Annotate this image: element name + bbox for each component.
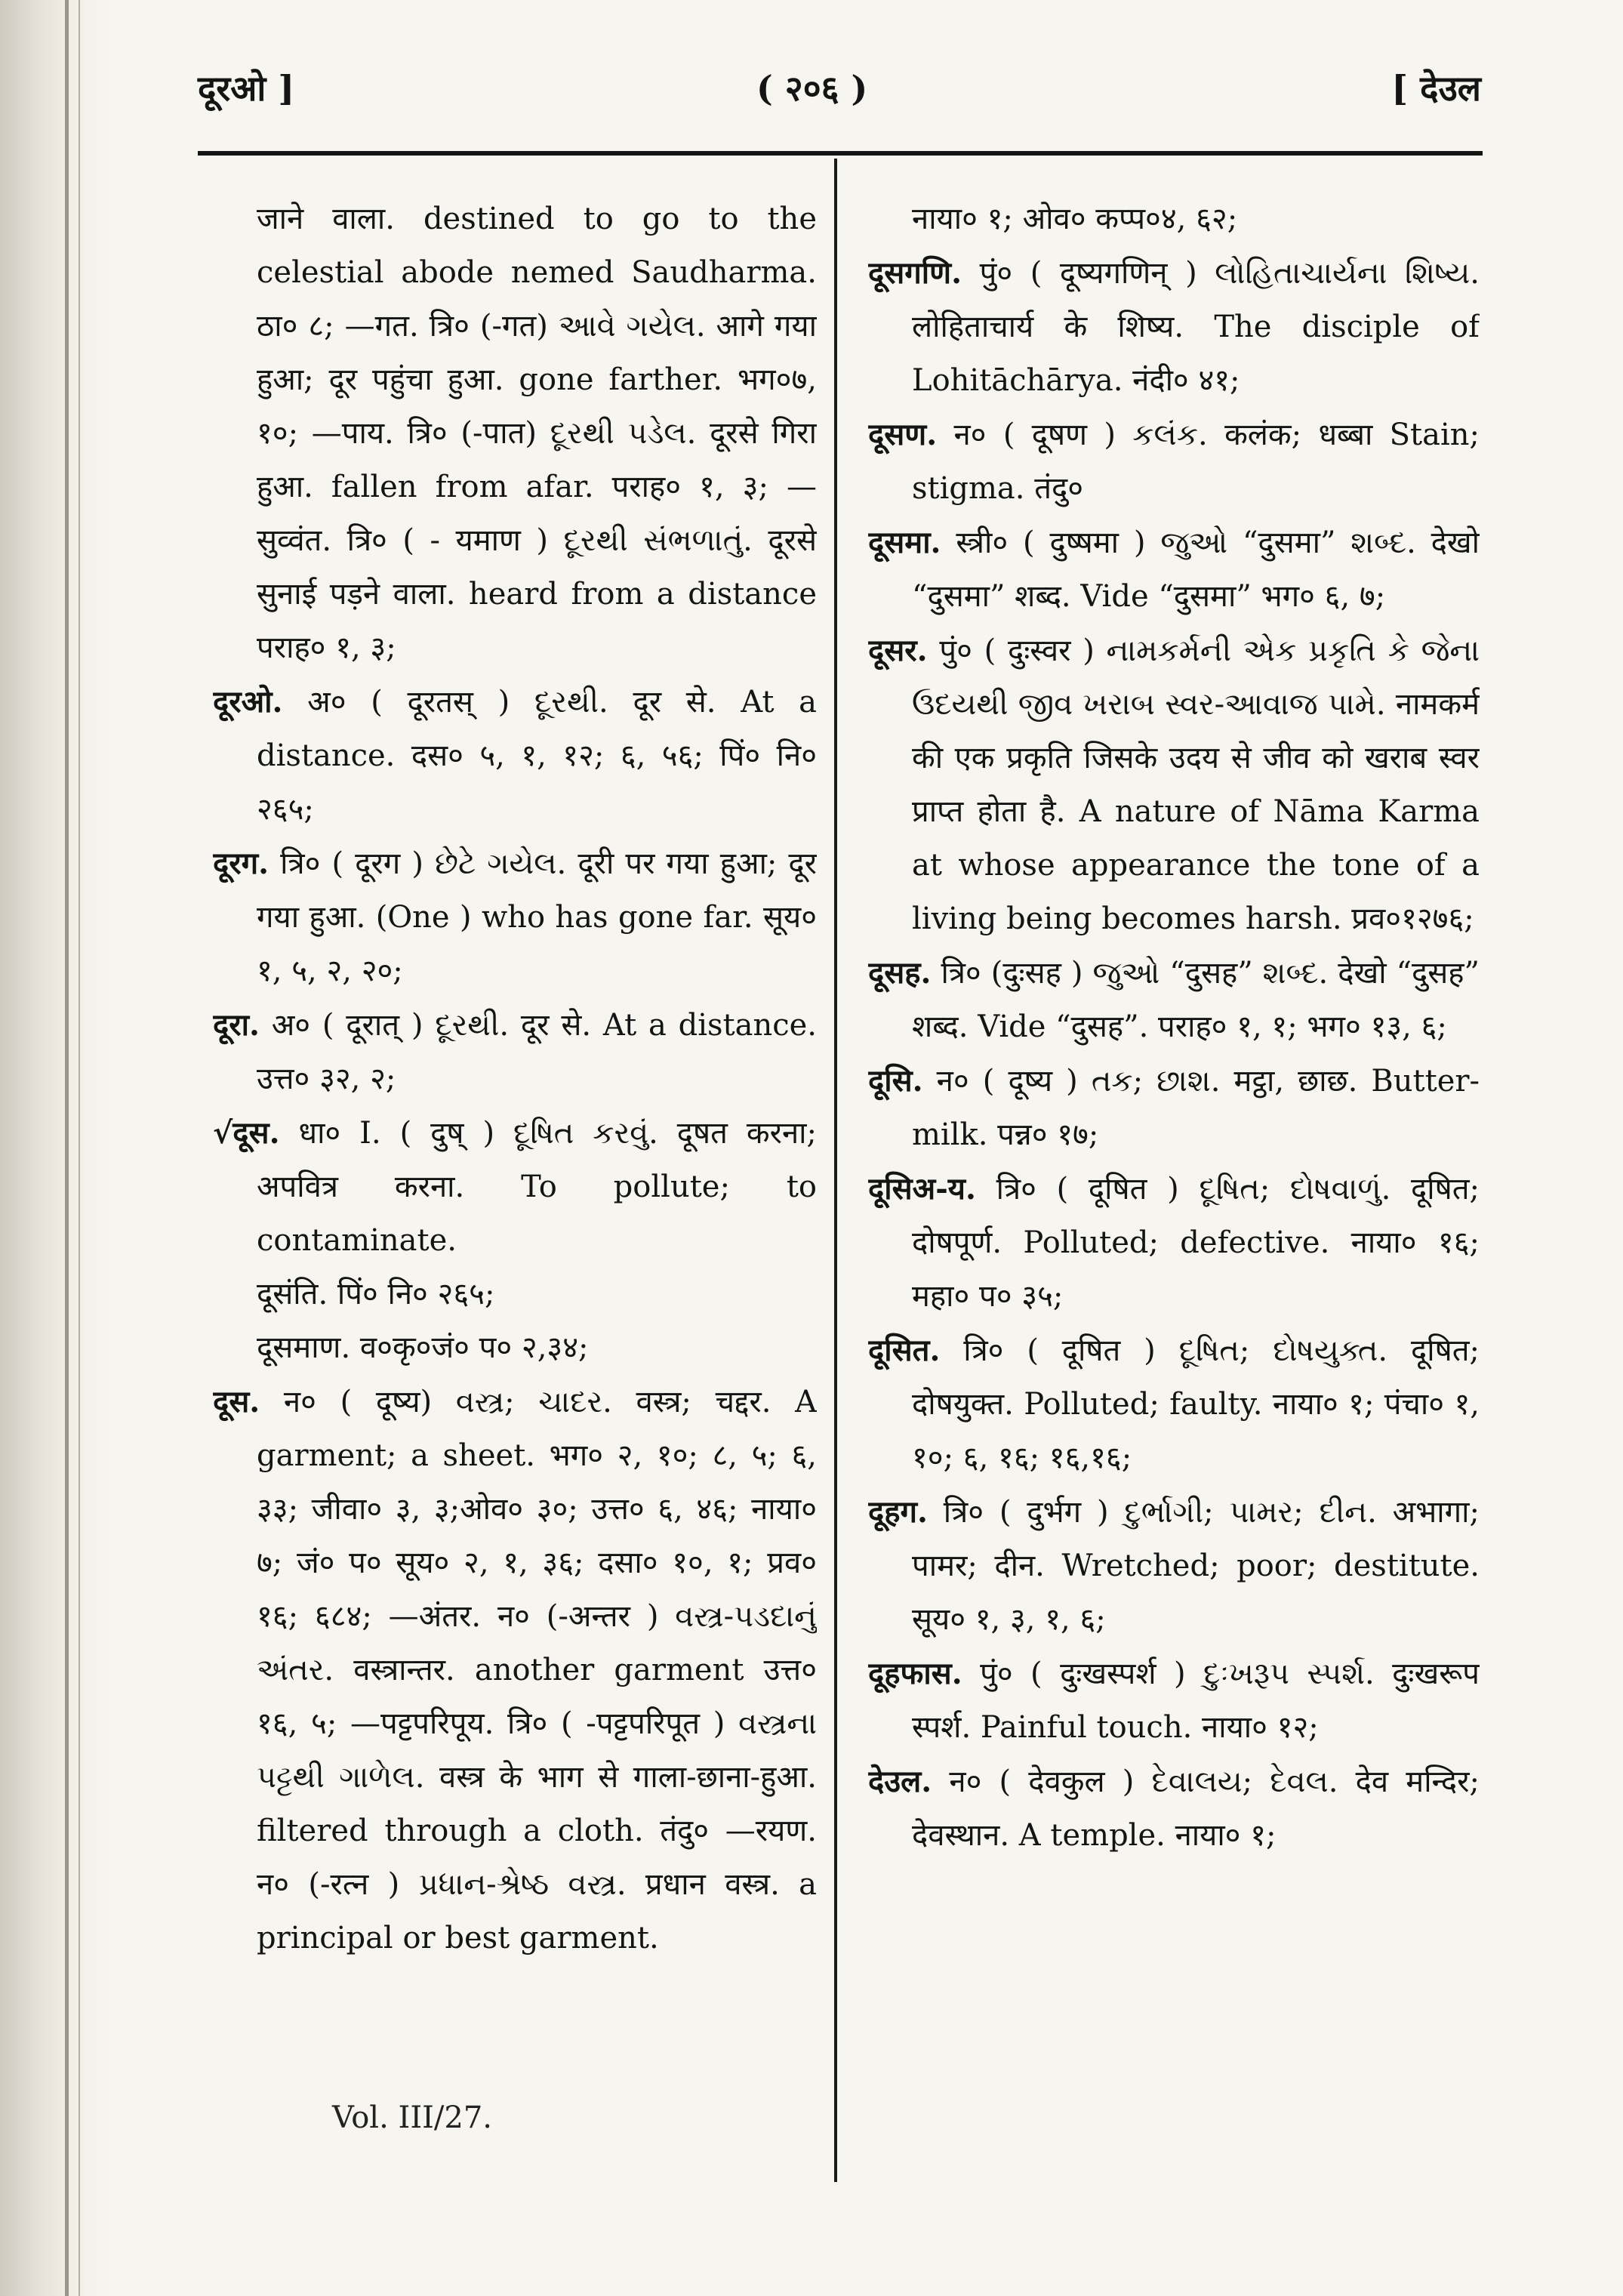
- entry-definition: पुं० ( दुःस्वर ) નામકર્મની એક પ્રકૃતિ કે જેના ઉદયથી જીવ ખરાબ સ્વર-આવાજ પામે. नामकर्म की एक प्रकृति जिसके उदय से जीव को खराब स्वर प्राप्त होता है. A nature of Nāma Karma at whose appearance the tone of a living being becomes harsh. प्रव०१२७६;: [912, 633, 1480, 936]
- binding-shadow-secondary: [79, 0, 80, 2296]
- entry-headword: दूसह.: [868, 955, 932, 991]
- dictionary-entry: [868, 1324, 1480, 1485]
- dictionary-entry: [868, 1755, 1480, 1863]
- entry-headword: देउल.: [868, 1764, 932, 1799]
- entry-headword: दूसगणि.: [868, 255, 962, 291]
- column-divider: [834, 159, 837, 2182]
- entry-headword: दूरा.: [213, 1007, 260, 1043]
- dictionary-entry: [868, 516, 1480, 624]
- dictionary-entry: [868, 624, 1480, 946]
- page-number: ( २०६ ): [756, 68, 868, 109]
- entry-headword: दूसित.: [868, 1333, 941, 1368]
- entry-definition: अ० ( दूरतस् ) દૂરથી. दूर से. At a distance. दस० ५, १, १२; ६, ५६; पिं० नि० २६५;: [257, 685, 817, 827]
- entry-headword: दूसर.: [868, 633, 928, 668]
- dictionary-entry: [213, 837, 817, 998]
- entry-definition: अ० ( दूरात् ) દૂરથી. दूर से. At a distance. उत्त० ३२, २;: [257, 1008, 817, 1096]
- dictionary-entry: [213, 1375, 817, 1965]
- entry-headword: दूसि.: [868, 1063, 923, 1099]
- entry-headword: दूसिअ-य.: [868, 1171, 976, 1207]
- left-column: [213, 193, 817, 2178]
- dictionary-entry: [868, 1485, 1480, 1647]
- root-check-mark: √: [213, 1115, 233, 1151]
- entry-definition: पुं० ( दूष्यगणिन् ) લોહિતાચાર્યના શિષ્ય. लोहिताचार्य के शिष्य. The disciple of Lohitāchārya. नंदी० ४१;: [912, 256, 1480, 398]
- dictionary-entry: [868, 1162, 1480, 1324]
- entry-headword: दूसमा.: [868, 525, 941, 560]
- entry-headword: दूसण.: [868, 417, 938, 452]
- dictionary-entry: [868, 246, 1480, 408]
- continued-entry: जाने वाला. destined to go to the celestial abode nemed Saudharma. ठा० ८; —गत. त्रि० (-गत) આવે ગયેલ. आगे गया हुआ; दूर पहुंचा हुआ. gone farther. भग०७, १०; —पाय. त्रि० (-पात) દૂરથી પડેલ. दूरसे गिरा हुआ. fallen from afar. पराह० १, ३; —सुव्वंत. त्रि० ( - यमाण ) દૂરથી સંભળાતું. दूरसे सुनाई पड़ने वाला. heard from a distance पराह० १, ३;: [257, 202, 817, 665]
- right-column: [868, 193, 1480, 2178]
- entry-subline: दूसमाण. व०कृ०जं० प० २,३४;: [257, 1330, 589, 1365]
- entry-definition: धा० I. ( दुष् ) દૂષિત કરવું. दूषत करना; अपवित्र करना. To pollute; to contaminate.: [257, 1116, 817, 1258]
- entry-definition: स्त्री० ( दुष्षमा ) જુઓ “दुसमा” શબ્દ. देखो “दुसमा” शब्द. Vide “दुसमा” भग० ६, ७;: [912, 525, 1480, 614]
- root-entry: [213, 1106, 817, 1268]
- entry-definition: त्रि० ( दूषित ) દૂષિત; દોષયુક્ત. दूषित; दोषयुक्त. Polluted; faulty. नाया० १; पंचा० १, १०; ६, १६; १६,१६;: [912, 1333, 1480, 1475]
- entry-definition: न० ( दूषण ) કલંક. कलंक; धब्बा Stain; stigma. तंदु०: [912, 418, 1480, 506]
- binding-shadow: [65, 0, 69, 2296]
- entry-definition: न० ( देवकुल ) દેવાલય; દેવલ. देव मन्दिर; देवस्थान. A temple. नाया० १;: [912, 1764, 1480, 1853]
- entry-headword: दूरओ.: [213, 684, 283, 720]
- entry-headword: दूहफास.: [868, 1656, 962, 1691]
- dictionary-entry: [213, 998, 817, 1106]
- scan-margin: [0, 0, 113, 2296]
- dictionary-entry: [868, 946, 1480, 1054]
- header-right-guideword: [ देउल: [1391, 68, 1481, 109]
- dictionary-entry: [868, 408, 1480, 516]
- continued-entry: नाया० १; ओव० कप्प०४, ६२;: [912, 202, 1238, 236]
- header-rule: [198, 151, 1483, 156]
- entry-definition: त्रि० (दुःसह ) જુઓ “दुसह” શબ્દ. देखो “दुसह” शब्द. Vide “दुसह”. पराह० १, १; भग० १३, ६;: [912, 956, 1480, 1044]
- entry-definition: पुं० ( दुःखस्पर्श ) દુઃખરૂપ સ્પર્શ. दुःखरूप स्पर्श. Painful touch. नाया० १२;: [912, 1657, 1480, 1745]
- entry-headword: दूस.: [213, 1384, 260, 1419]
- header-left-guideword: दूरओ ]: [198, 68, 295, 109]
- page-header: [198, 57, 1481, 125]
- dictionary-entry: [868, 1054, 1480, 1162]
- entry-definition: त्रि० ( दूषित ) દૂષિત; દોષવાળું. दूषित; दोषपूर्ण. Polluted; defective. नाया० १६; महा० प० ३५;: [912, 1172, 1480, 1314]
- entry-definition: त्रि० ( दुर्भग ) દુર્ભાગી; પામર; દીન. अभागा; पामर; दीन. Wretched; poor; destitute. सूय० १, ३, १, ६;: [912, 1495, 1480, 1637]
- volume-footer: Vol. III/27.: [332, 2100, 493, 2135]
- entry-headword: दूरग.: [213, 846, 269, 881]
- entry-definition: न० ( दूष्य) વસ્ત્ર; ચાદર. वस्त्र; चद्दर. A garment; a sheet. भग० २, १०; ८, ५; ६, ३३; जीवा० ३, ३;ओव० ३०; उत्त० ६, ४६; नाया० ७; जं० प० सूय० २, १, ३६; दसा० १०, १; प्रव० १६; ६८४; —अंतर. न० (-अन्तर ) વસ્ત્ર-પડદાનું અંતર. वस्त्रान्तर. another garment उत्त० १६, ५; —पट्टपरिपूय. त्रि० ( -पट्टपरिपूत ) વસ્ત્રના પટ્ટથી ગાળેલ. वस्त्र के भाग से गाला-छाना-हुआ. filtered through a cloth. तंदु० —रयण. न० (-रत्न ) પ્રધાન-શ્રેષ્ઠ વસ્ત્ર. प्रधान वस्त्र. a principal or best garment.: [257, 1385, 817, 1955]
- entry-headword: दूहग.: [868, 1494, 928, 1530]
- entry-subline: दूसंति. पिं० नि० २६५;: [257, 1277, 495, 1311]
- entry-definition: त्रि० ( दूरग ) છેટે ગયેલ. दूरी पर गया हुआ; दूर गया हुआ. (One ) who has gone far. सूय० १, ५, २, २०;: [257, 846, 817, 988]
- dictionary-entry: [868, 1647, 1480, 1755]
- entry-definition: न० ( दूष्य ) તક; છાશ. मट्ठा, छाछ. Butter-milk. पन्न० १७;: [912, 1064, 1480, 1152]
- dictionary-entry: [213, 675, 817, 837]
- entry-headword: दूस.: [233, 1115, 280, 1151]
